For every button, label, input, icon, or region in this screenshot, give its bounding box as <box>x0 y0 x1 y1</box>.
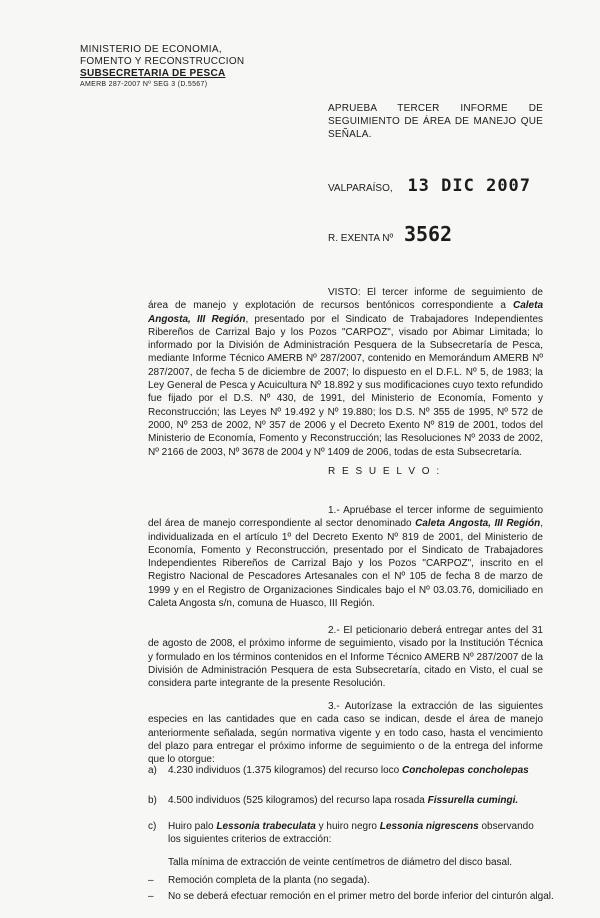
art1-text-1: 1.- Apruébase el tercer informe de seguimiento del área de manejo correspondiente al sector denominado <box>148 505 543 530</box>
item-species: Lessonia nigrescens <box>379 821 479 832</box>
list-item <box>148 794 543 807</box>
article-2: 2.- El peticionario deberá entregar antes del 31 de agosto de 2008, el próximo informe de seguimiento, visado por la Institución Técnica y formulado en los términos contenidos en el Informe Técnico AMERB Nº 287/2007 de la División de Administración Pesquera de esta Subsecretaría, citado en Visto, el cual se considera parte integrante de la presente Resolución. <box>148 625 543 690</box>
place-date <box>328 176 531 196</box>
criteria-text: No se deberá efectuar remoción en el primer metro del borde inferior del cinturón algal. <box>168 891 554 902</box>
list-item <box>148 764 543 777</box>
item-species: Lessonia trabeculata <box>216 821 316 832</box>
visto-text-1: VISTO: El tercer informe de seguimiento de área de manejo y explotación de recursos bentónicos correspondiente a <box>148 287 543 312</box>
dash-mark: – <box>148 875 154 886</box>
item-text: 4.230 individuos (1.375 kilogramos) del recurso loco <box>168 765 403 776</box>
letterhead <box>80 44 250 89</box>
article-3: 3.- Autorízase la extracción de las siguientes especies en las cantidades que en cada caso se indican, desde el área de manejo anteriormente señalada, según normativa vigente y en todo caso, hasta el vencimiento del plazo para entregar el próximo informe de seguimiento o de la entrega del informe que lo otorgue: <box>148 701 543 766</box>
item-species: Fissurella cumingi. <box>427 795 519 806</box>
criteria-item <box>148 874 370 887</box>
ministry-name-2: FOMENTO Y RECONSTRUCCION <box>80 56 245 67</box>
visto-location: Caleta Angosta, III Región <box>148 300 543 325</box>
item-label: b) <box>148 795 157 806</box>
ministry-name: MINISTERIO DE ECONOMIA, <box>80 44 222 55</box>
dash-mark: – <box>148 891 154 902</box>
list-item <box>148 820 543 846</box>
art1-location: Caleta Angosta, III Región <box>415 518 541 530</box>
criteria-text: Remoción completa de la planta (no segada). <box>168 875 370 886</box>
item-text: observando los siguientes criterios de extracción: <box>168 821 534 845</box>
item-label: a) <box>148 765 157 776</box>
place: VALPARAÍSO, <box>328 183 393 194</box>
visto-paragraph <box>148 286 543 459</box>
reference-code: AMERB 287-2007 Nº SEG 3 (D.5567) <box>80 81 208 88</box>
date-stamp: 13 DIC 2007 <box>407 176 532 196</box>
item-text: 4.500 individuos (525 kilogramos) del recurso lapa rosada <box>168 795 428 806</box>
item-text: Huiro palo <box>168 821 217 832</box>
exenta-number: 3562 <box>403 222 453 246</box>
resolution-number <box>328 222 452 246</box>
resuelvo-heading: R E S U E L V O : <box>328 466 442 477</box>
art1-text-2: , individualizada en el artículo 1º del Decreto Exento Nº 819 de 2001, del Ministerio de Economía, Fomento y Reconstrucción, presentado por el Sindicato de Trabajadores Independientes Ribereños de Carrizal Bajo y los Pozos "CARPOZ", inscrito en el Registro Nacional de Pescadores Artesanales con el Nº 105 de fecha 8 de marzo de 1999 y en el Registro de Organizaciones Sindicales bajo el Nº 03.03.76, domiciliado en Caleta Angosta s/n, comuna de Huasco, III Región. <box>148 518 544 610</box>
exenta-label: R. EXENTA Nº <box>328 233 394 244</box>
article-1 <box>148 504 543 610</box>
document-subject: APRUEBA TERCER INFORME DE SEGUIMIENTO DE ÁREA DE MANEJO QUE SEÑALA. <box>328 103 543 140</box>
criteria-item <box>148 890 554 903</box>
criteria-intro: Talla mínima de extracción de veinte centímetros de diámetro del disco basal. <box>168 857 513 868</box>
subsecretaria-name: SUBSECRETARIA DE PESCA <box>80 68 226 79</box>
item-text: y huiro negro <box>315 821 380 832</box>
visto-text-2: , presentado por el Sindicato de Trabajadores Independientes Ribereños de Carrizal Bajo y los Pozos "CARPOZ", visado por Abimar Limitada; lo informado por la División de Administración Pesquera de la Subsecretaría de Pesca, mediante Informe Técnico AMERB Nº 287/2007, contenido en Memorándum AMERB Nº 287/2007, de fecha 5 de diciembre de 2007; lo dispuesto en el D.F.L. Nº 5, de 1983; la Ley General de Pesca y Acuicultura Nº 18.892 y sus modificaciones cuyo texto refundido fue fijado por el D.S. Nº 430, de 1991, del Ministerio de Economía, Fomento y Reconstrucción; las Leyes Nº 19.492 y Nº 19.880; los D.S. Nº 355 de 1995, Nº 572 de 2000, Nº 253 de 2002, Nº 357 de 2006 y el Decreto Exento Nº 819 de 2001, todos del Ministerio de Economía, Fomento y Reconstrucción; las Resoluciones Nº 2033 de 2002, Nº 2166 de 2003, Nº 3678 de 2004 y Nº 1409 de 2006, todas de esta Subsecretaría. <box>148 313 544 458</box>
item-label: c) <box>148 821 157 832</box>
item-species: Concholepas concholepas <box>402 765 529 776</box>
